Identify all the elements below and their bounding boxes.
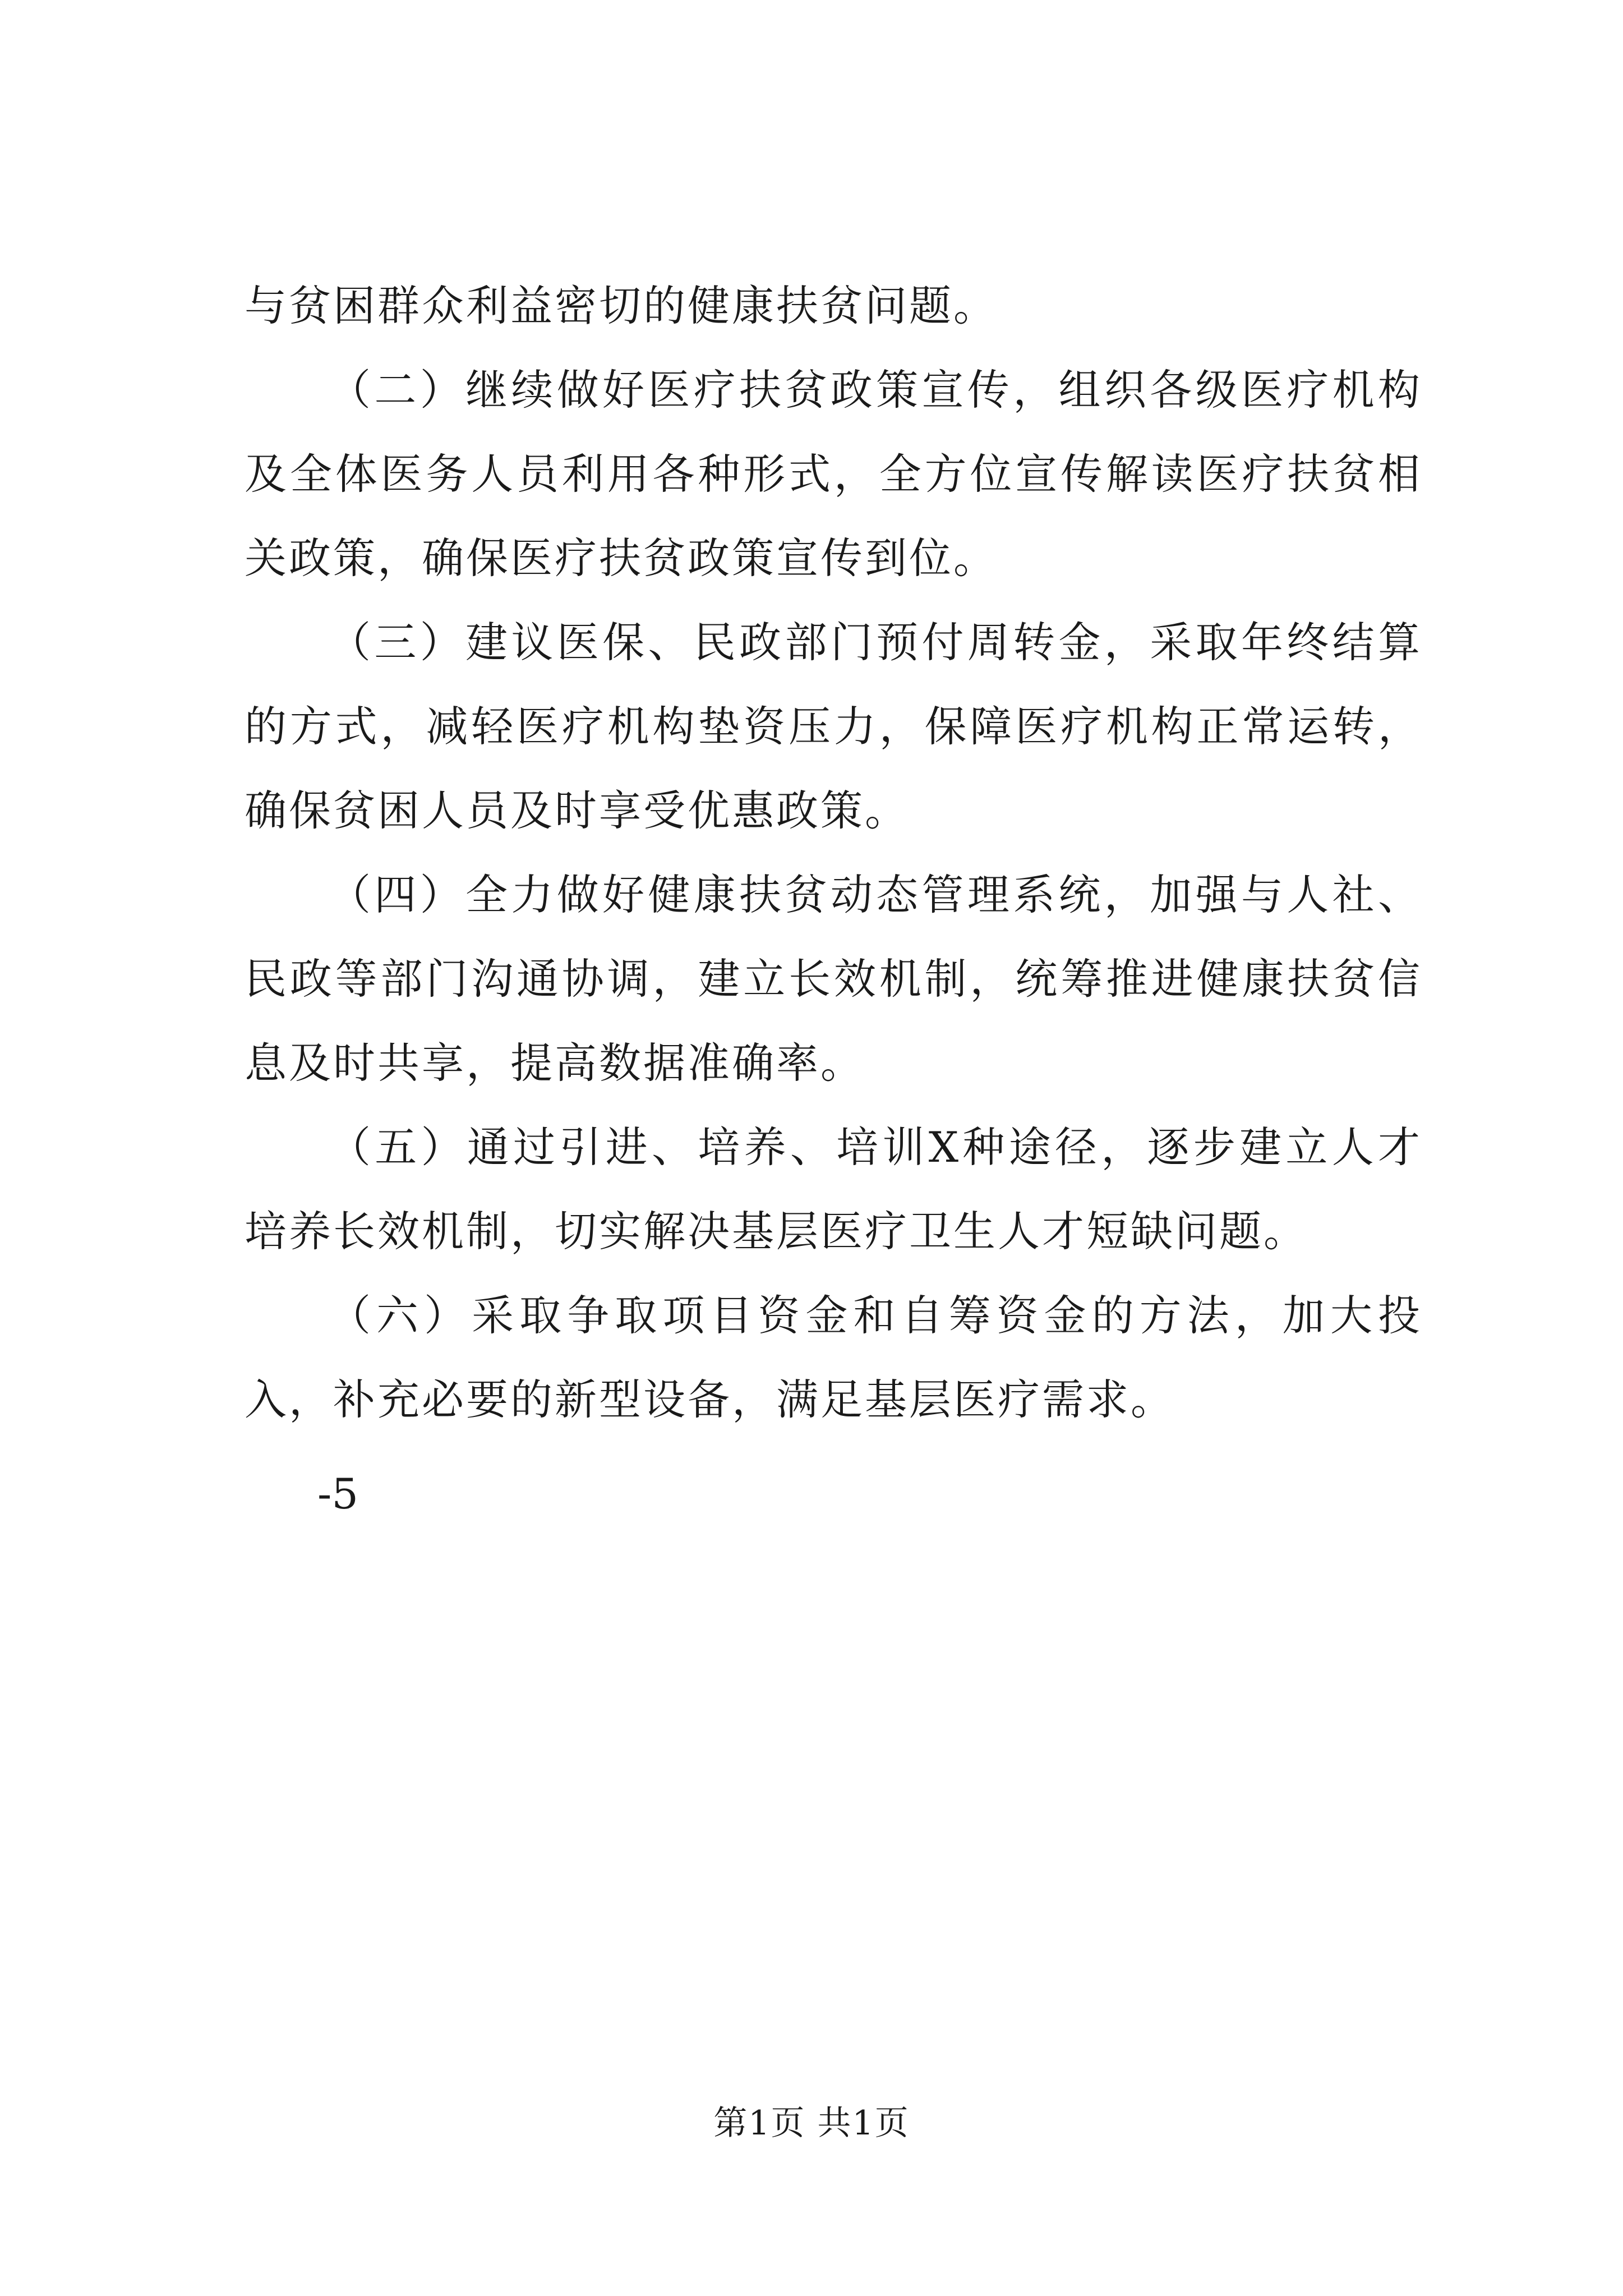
page-mark: -5 [317, 1469, 359, 1519]
paragraph-item-3: （三）建议医保、民政部门预付周转金，采取年终结算的方式，减轻医疗机构垫资压力，保障医疗机构正常运转，确保贫困人员及时享受优惠政策。 [245, 618, 1422, 835]
paragraph-item-5: （五）通过引进、培养、培训X种途径，逐步建立人才培养长效机制，切实解决基层医疗卫生人才短缺问题。 [245, 1122, 1422, 1256]
paragraph-item-4: （四）全力做好健康扶贫动态管理系统，加强与人社、民政等部门沟通协调，建立长效机制，统筹推进健康扶贫信息及时共享，提高数据准确率。 [245, 870, 1422, 1088]
document-body [245, 264, 1422, 1442]
paragraph-item-2: （二）继续做好医疗扶贫政策宣传，组织各级医疗机构及全体医务人员利用各种形式，全方位宣传解读医疗扶贫相关政策，确保医疗扶贫政策宣传到位。 [245, 365, 1422, 583]
paragraph-item-6: （六）采取争取项目资金和自筹资金的方法，加大投入，补充必要的新型设备，满足基层医疗需求。 [245, 1291, 1422, 1424]
page-footer: 第1页 共1页 [713, 2104, 910, 2143]
paragraph-continuation: 与贫困群众利益密切的健康扶贫问题。 [245, 281, 998, 330]
